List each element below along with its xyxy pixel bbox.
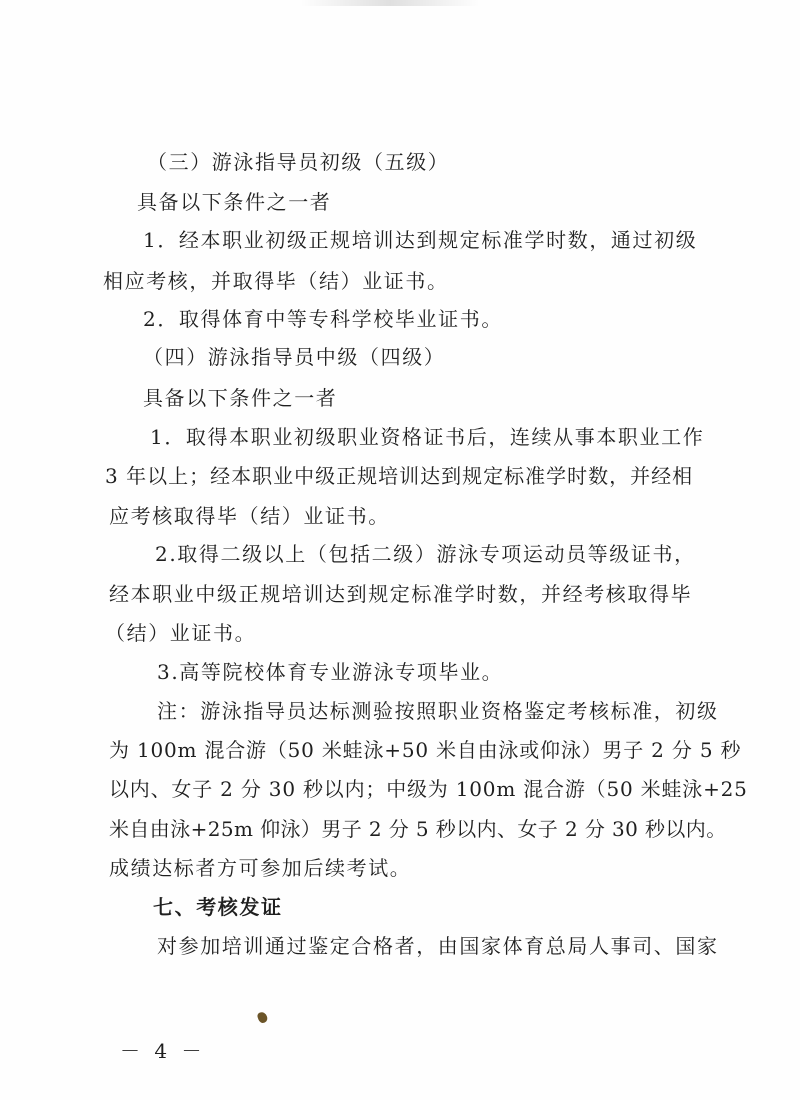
note-line: 米自由泳+25m 仰泳）男子 2 分 5 秒以内、女子 2 分 30 秒以内。 [109, 817, 727, 841]
section-heading-certification: 七、考核发证 [153, 895, 283, 919]
paragraph-line: 2.取得二级以上（包括二级）游泳专项运动员等级证书， [155, 542, 696, 566]
paragraph-line: 对参加培训通过鉴定合格者，由国家体育总局人事司、国家 [157, 934, 719, 958]
paragraph-line: 1．取得本职业初级职业资格证书后，连续从事本职业工作 [150, 425, 705, 449]
paragraph-line: 1．经本职业初级正规培训达到规定标准学时数，通过初级 [143, 228, 698, 252]
note-line: 成绩达标者方可参加后续考试。 [109, 856, 412, 880]
paragraph-line: 3 年以上；经本职业中级正规培训达到规定标准学时数，并经相 [105, 464, 694, 488]
paragraph-line: 具备以下条件之一者 [137, 190, 332, 214]
paragraph-line: 具备以下条件之一者 [143, 386, 338, 410]
section-heading-intermediate: （四）游泳指导员中级（四级） [143, 345, 446, 369]
page-number: － 4 － [120, 1039, 206, 1063]
ink-spot [256, 1011, 268, 1024]
note-line: 以内、女子 2 分 30 秒以内；中级为 100m 混合游（50 米蛙泳+25 [109, 777, 748, 801]
section-heading-junior: （三）游泳指导员初级（五级） [147, 150, 450, 174]
paragraph-line: （结）业证书。 [105, 621, 257, 645]
scan-smudge [300, 0, 480, 6]
paragraph-line: 经本职业中级正规培训达到规定标准学时数，并经考核取得毕 [109, 582, 693, 606]
paragraph-line: 2．取得体育中等专科学校毕业证书。 [143, 307, 503, 331]
note-line: 注：游泳指导员达标测验按照职业资格鉴定考核标准，初级 [157, 699, 719, 723]
paragraph-line: 相应考核，并取得毕（结）业证书。 [103, 269, 449, 293]
note-line: 为 100m 混合游（50 米蛙泳+50 米自由泳或仰泳）男子 2 分 5 秒 [109, 738, 742, 762]
paragraph-line: 应考核取得毕（结）业证书。 [109, 504, 390, 528]
paragraph-line: 3.高等院校体育专业游泳专项毕业。 [157, 660, 504, 684]
